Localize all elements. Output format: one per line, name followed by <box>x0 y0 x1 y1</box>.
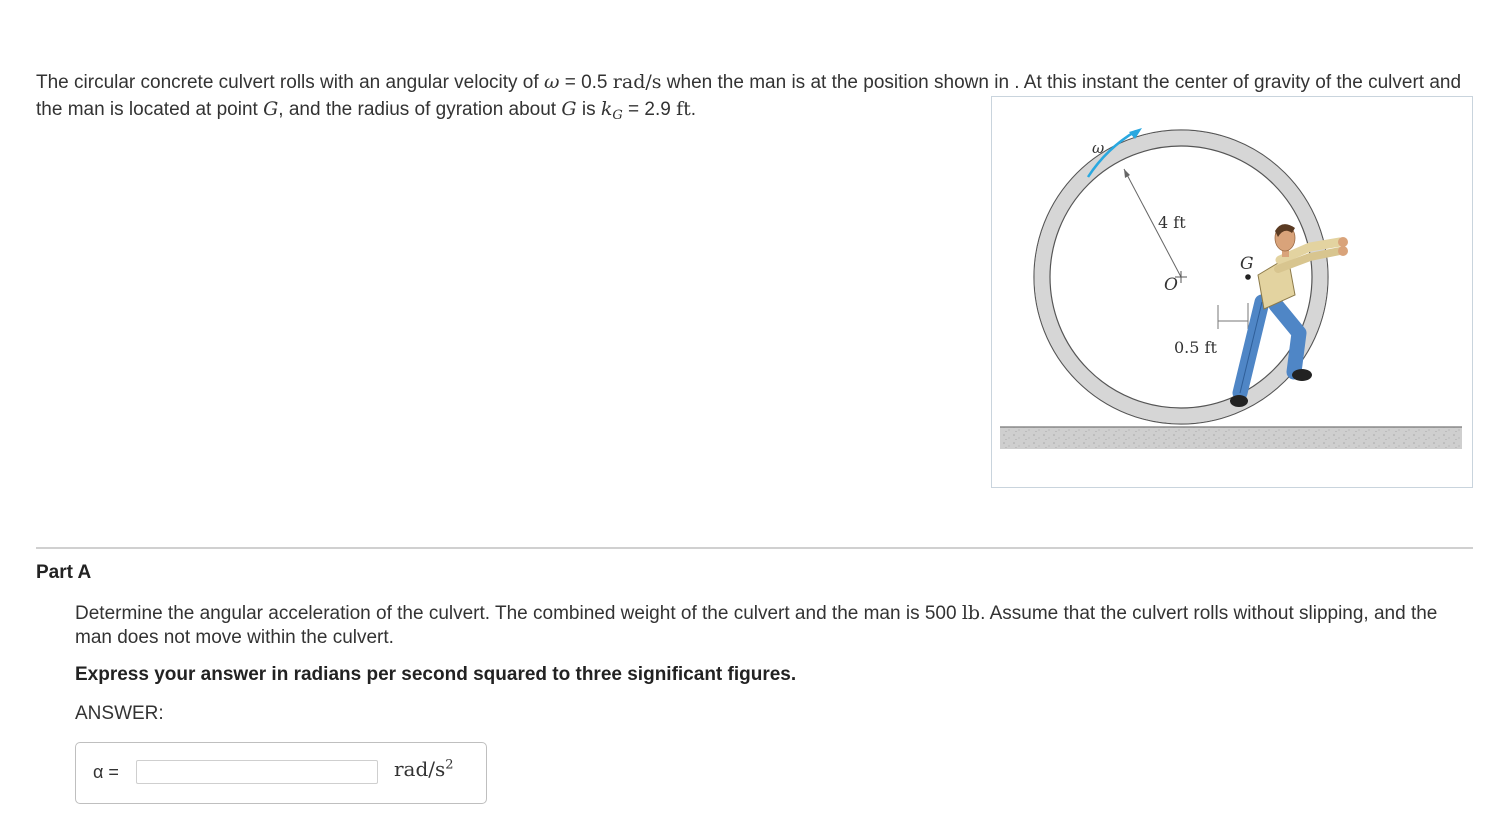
answer-label: ANSWER: <box>75 703 164 724</box>
point-g-marker <box>1245 274 1251 280</box>
omega-figure-label: ω <box>1092 139 1105 157</box>
culvert-diagram <box>992 97 1472 487</box>
answer-box <box>75 742 487 804</box>
offset-dimension <box>1218 303 1248 329</box>
culvert-figure <box>991 96 1473 488</box>
answer-input[interactable] <box>136 760 378 784</box>
problem-statement: The circular concrete culvert rolls with an angular velocity of ω = 0.5 rad/s when the man is at the position shown in . At this instant the center of gravity of the culvert and the man is located at point G, and the radius of gyration about G is $k_G = 2.9$ ft. <box>36 71 1462 123</box>
point-g-ref: G <box>561 98 577 120</box>
unit-label: rad/$s^2$ <box>394 757 454 781</box>
weight-unit: lb <box>961 602 981 624</box>
point-g: G <box>263 98 279 120</box>
k-symbol: k <box>600 98 613 120</box>
omega-symbol: ω <box>543 71 560 93</box>
radius-arrowhead <box>1124 169 1130 178</box>
answer-instruction: Express your answer in radians per second squared to three significant figures. <box>75 664 797 685</box>
offset-label: 0.5 ft <box>1174 338 1217 357</box>
part-a-title: Part A <box>36 562 92 583</box>
k-unit: ft <box>676 98 691 120</box>
part-a-question: Determine the angular acceleration of the culvert. The combined weight of the culvert and the man is 500 lb. Assume that the culvert rolls without slipping, and the man does not move within the culvert. <box>75 602 1438 648</box>
ground <box>1000 427 1462 449</box>
point-o-label: O <box>1164 275 1178 295</box>
point-g-figure-label: G <box>1240 254 1254 274</box>
radius-label: 4 ft <box>1158 213 1186 232</box>
omega-unit: rad/s <box>612 71 662 93</box>
k-subscript: G <box>612 108 623 123</box>
alpha-label: α = <box>93 762 119 782</box>
section-divider <box>36 547 1473 549</box>
